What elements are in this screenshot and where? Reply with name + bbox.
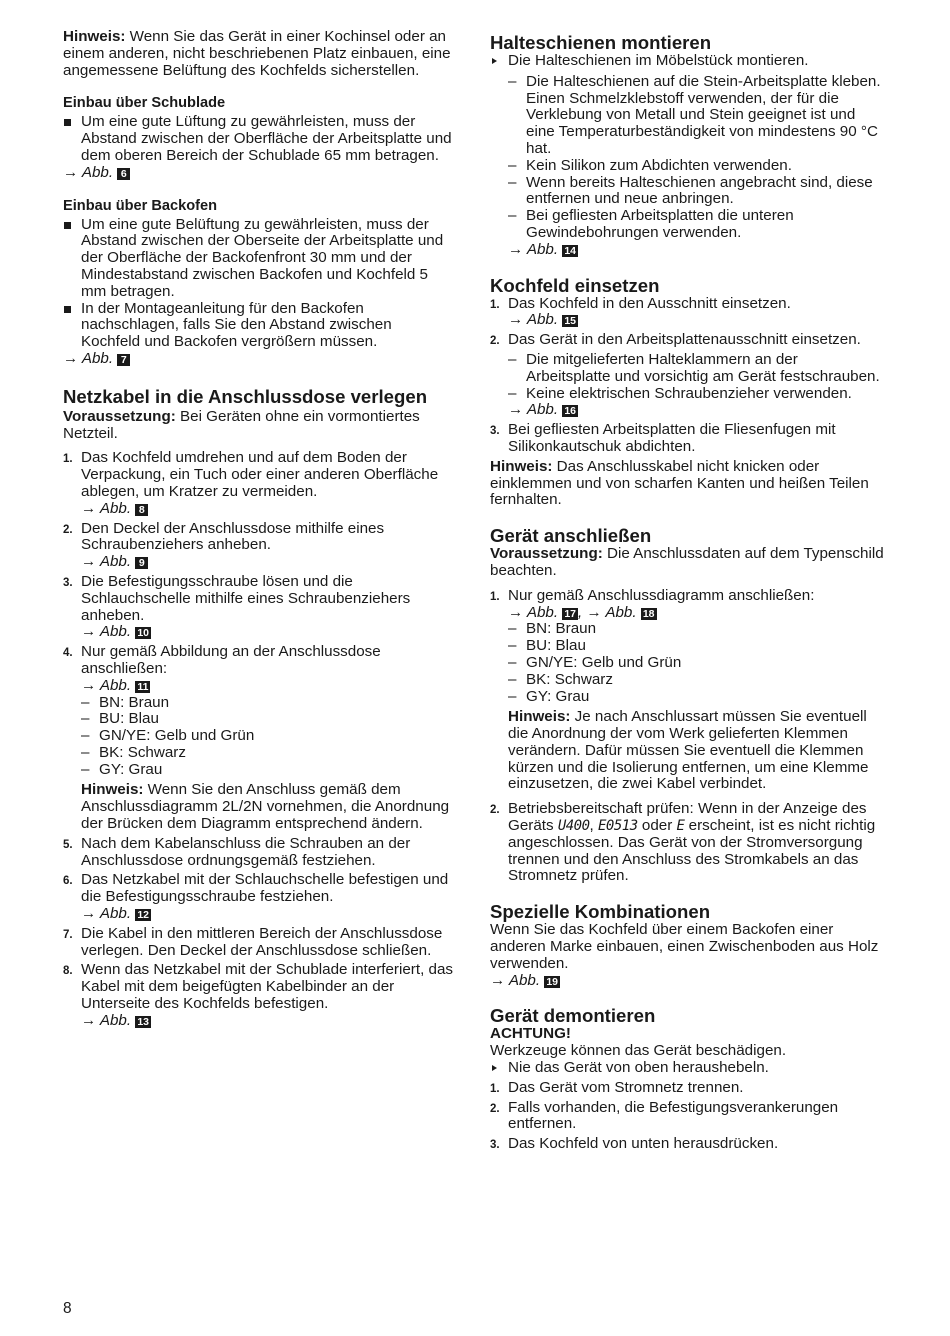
color-item: – GY: Grau xyxy=(81,760,163,778)
sub-item: – Die Halteschienen auf die Stein-Arbeitsplatte kleben. Einen Schmelzklebstoff verwenden, der für die Verklebung von Metall und Stein geeignet ist und eine Temperaturbeständigkeit von mindestens 90 °C hat. xyxy=(508,72,881,157)
sub-item: – Wenn bereits Halteschienen angebracht sind, diese entfernen und neue anbringen. xyxy=(508,173,873,208)
figure-number: 7 xyxy=(117,354,130,366)
step-item: 2. Betriebsbereitschaft prüfen: Wenn in der Anzeige des Geräts U400, E0513 oder E erscheint, ist es nicht richtig angeschlossen. Das Gerät von der Stromversorgung trennen und den Anschluss des Stromkabels an das Stromnetz prüfen. xyxy=(490,800,876,885)
sub-item: – Kein Silikon zum Abdichten verwenden. xyxy=(508,156,792,174)
color-item: – BK: Schwarz xyxy=(81,743,186,761)
hinweis-note: Hinweis: Je nach Anschlussart müssen Sie eventuell die Anordnung der vom Werk gelieferten Klemmen verändern. Dafür müssen Sie eventuell die Klemmen kürzen und die Isolierung entfernen, um eine Klemme einzusetzen, die zwei Kabel verbindet. xyxy=(508,708,869,793)
section-title-halteschienen: Halteschienen montieren xyxy=(490,32,712,53)
step-item: 2. Den Deckel der Anschlussdose mithilfe eines Schraubenziehers anheben. xyxy=(63,519,385,554)
color-item: – GN/YE: Gelb und Grün xyxy=(508,653,682,671)
color-item: – BU: Blau xyxy=(81,710,159,728)
figure-ref: → Abb. 12 xyxy=(81,905,150,923)
step-item: 3. Bei gefliesten Arbeitsplatten die Fliesenfugen mit Silikonkautschuk abdichten. xyxy=(490,421,836,455)
bullet-item: In der Montageanleitung für den Backofen nachschlagen, falls Sie den Abstand zwischen Kochfeld und Backofen vergrößern müssen. xyxy=(63,301,455,351)
step-item: 8. Wenn das Netzkabel mit der Schublade interferiert, das Kabel mit dem beigefügten Kabelbinder an der Unterseite des Kochfelds befestigen. xyxy=(63,961,454,1013)
figure-ref: → Abb. 17 , → Abb. 18 xyxy=(508,603,655,621)
hinweis-note: Hinweis: Wenn Sie den Anschluss gemäß dem Anschlussdiagramm 2L/2N vornehmen, die Anordnung der Brücken dem Diagramm entsprechend ändern. xyxy=(81,781,450,833)
bullet-item: Um eine gute Lüftung zu gewährleisten, muss der Abstand zwischen der Oberfläche der Arbeitsplatte und dem oberen Bereich der Schublade 65 mm betragen. xyxy=(63,114,455,164)
right-column xyxy=(490,29,885,1153)
step-item: 5. Nach dem Kabelanschluss die Schrauben an der Anschlussdose ordnungsgemäß festziehen. xyxy=(63,834,411,869)
step-item: 3. Das Kochfeld von unten herausdrücken. xyxy=(490,1135,779,1153)
color-item: – BK: Schwarz xyxy=(508,670,613,688)
figure-ref: → Abb. 14 xyxy=(508,240,577,258)
color-item: – BU: Blau xyxy=(508,637,586,655)
figure-ref: → Abb. 19 xyxy=(490,971,559,989)
figure-number: 17 xyxy=(564,607,577,620)
step-item: 2. Das Gerät in den Arbeitsplattenausschnitt einsetzen. xyxy=(490,331,861,349)
figure-number: 6 xyxy=(117,168,130,180)
figure-number: 15 xyxy=(564,315,577,328)
color-item: – BN: Braun xyxy=(81,693,170,711)
step-item: 1. Das Kochfeld in den Ausschnitt einsetzen. xyxy=(490,294,791,312)
action-step: Die Halteschienen im Möbelstück montieren. xyxy=(490,53,885,70)
sub-item: – Die mitgelieferten Halteklammern an der Arbeitsplatte und vorsichtig am Gerät festschrauben. xyxy=(508,350,880,385)
color-item: – BN: Braun xyxy=(508,620,597,638)
figure-ref: → Abb. 8 xyxy=(63,501,455,518)
figure-number: 13 xyxy=(137,1015,150,1028)
left-column xyxy=(63,29,455,1030)
figure-ref: → Abb. 9 xyxy=(63,554,455,571)
step-item: 1. Nur gemäß Anschlussdiagramm anschließen: xyxy=(490,586,815,604)
section-title-schublade: Einbau über Schublade xyxy=(63,95,226,112)
figure-ref: → Abb. 6 xyxy=(63,165,455,182)
figure-number: 12 xyxy=(137,909,150,922)
hinweis-note xyxy=(63,29,455,79)
figure-number: 8 xyxy=(135,504,148,516)
section-title-spezielle: Spezielle Kombinationen xyxy=(490,901,711,923)
hinweis-label: Hinweis: xyxy=(63,28,126,45)
step-item: 7. Die Kabel in den mittleren Bereich der Anschlussdose verlegen. Den Deckel der Anschlussdose schließen. xyxy=(63,924,443,959)
figure-ref: → Abb. 13 xyxy=(81,1011,150,1029)
page-number: 8 xyxy=(63,1300,72,1317)
figure-number: 18 xyxy=(642,607,655,620)
step-item: 3. Die Befestigungsschraube lösen und die Schlauchschelle mithilfe eines Schraubenziehers anheben. xyxy=(63,572,411,624)
figure-number: 19 xyxy=(546,975,559,988)
sub-item: – Bei gefliesten Arbeitsplatten die unteren Gewindebohrungen verwenden. xyxy=(508,207,794,241)
sub-item: – Keine elektrischen Schraubenzieher verwenden. xyxy=(508,384,852,402)
paragraph: Wenn Sie das Kochfeld über einem Backofen einer anderen Marke einbauen, einen Zwischenboden aus Holz verwenden. xyxy=(490,921,879,972)
figure-ref: → Abb. 15 xyxy=(508,311,577,329)
figure-number: 9 xyxy=(135,557,148,569)
figure-number: 11 xyxy=(137,680,149,693)
figure-number: 16 xyxy=(564,405,577,418)
step-item: 1. Das Kochfeld umdrehen und auf dem Boden der Verpackung, ein Tuch oder einer anderen Oberfläche ablegen, um Kratzer zu vermeiden. xyxy=(63,449,439,500)
section-title-kochfeld: Kochfeld einsetzen xyxy=(490,274,660,296)
step-item: 2. Falls vorhanden, die Befestigungsverankerungen entfernen. xyxy=(490,1098,839,1133)
bullet-item: Um eine gute Belüftung zu gewährleisten, muss der Abstand zwischen der Oberseite der Arbeitsplatte und der Oberfläche der Backofenfront 30 mm und der Mindestabstand zwischen Backofen und Kochfeld 5 mm betragen. xyxy=(63,217,455,301)
voraussetzung: Voraussetzung: Bei Geräten ohne ein vormontiertes Netzteil. xyxy=(63,407,420,442)
figure-ref: → Abb. 7 xyxy=(63,351,455,368)
hinweis-text: Wenn Sie das Gerät in einer Kochinsel oder an einem anderen, nicht beschriebenen Platz einbauen, eine angemessene Belüftung des Kochfelds sicherstellen. xyxy=(63,28,451,79)
section-title-backofen: Einbau über Backofen xyxy=(63,197,218,214)
display-code: U400 xyxy=(557,818,590,835)
step-item: 6. Das Netzkabel mit der Schlauchschelle befestigen und die Befestigungsschraube festziehen. xyxy=(63,871,449,906)
display-code: E xyxy=(676,818,685,835)
display-code: E0513 xyxy=(598,818,638,835)
figure-ref: → Abb. 16 xyxy=(508,401,577,419)
section-title-netzkabel: Netzkabel in die Anschlussdose verlegen xyxy=(63,385,428,407)
voraussetzung: Voraussetzung: Die Anschlussdaten auf dem Typenschild beachten. xyxy=(490,545,884,579)
figure-ref: → Abb. 10 xyxy=(81,623,150,641)
section-title-demontieren: Gerät demontieren xyxy=(490,1005,656,1027)
color-item: – GN/YE: Gelb und Grün xyxy=(81,727,255,745)
section-title-anschliessen: Gerät anschließen xyxy=(490,525,652,547)
figure-number: 14 xyxy=(564,244,577,257)
figure-number: 10 xyxy=(137,627,150,640)
warning-text: Werkzeuge können das Gerät beschädigen. xyxy=(490,1042,787,1060)
step-item: 4. Nur gemäß Abbildung an der Anschlussdose anschließen: xyxy=(63,643,381,677)
color-item: – GY: Grau xyxy=(508,687,590,705)
hinweis-note: Hinweis: Das Anschlusskabel nicht knicken oder einklemmen und von scharfen Kanten und heißen Teilen fernhalten. xyxy=(490,457,869,509)
action-step: Nie das Gerät von oben heraushebeln. xyxy=(490,1060,885,1077)
warning-label: ACHTUNG! xyxy=(490,1025,571,1043)
step-item: 1. Das Gerät vom Stromnetz trennen. xyxy=(490,1078,744,1096)
figure-ref: → Abb. 11 xyxy=(81,676,149,694)
